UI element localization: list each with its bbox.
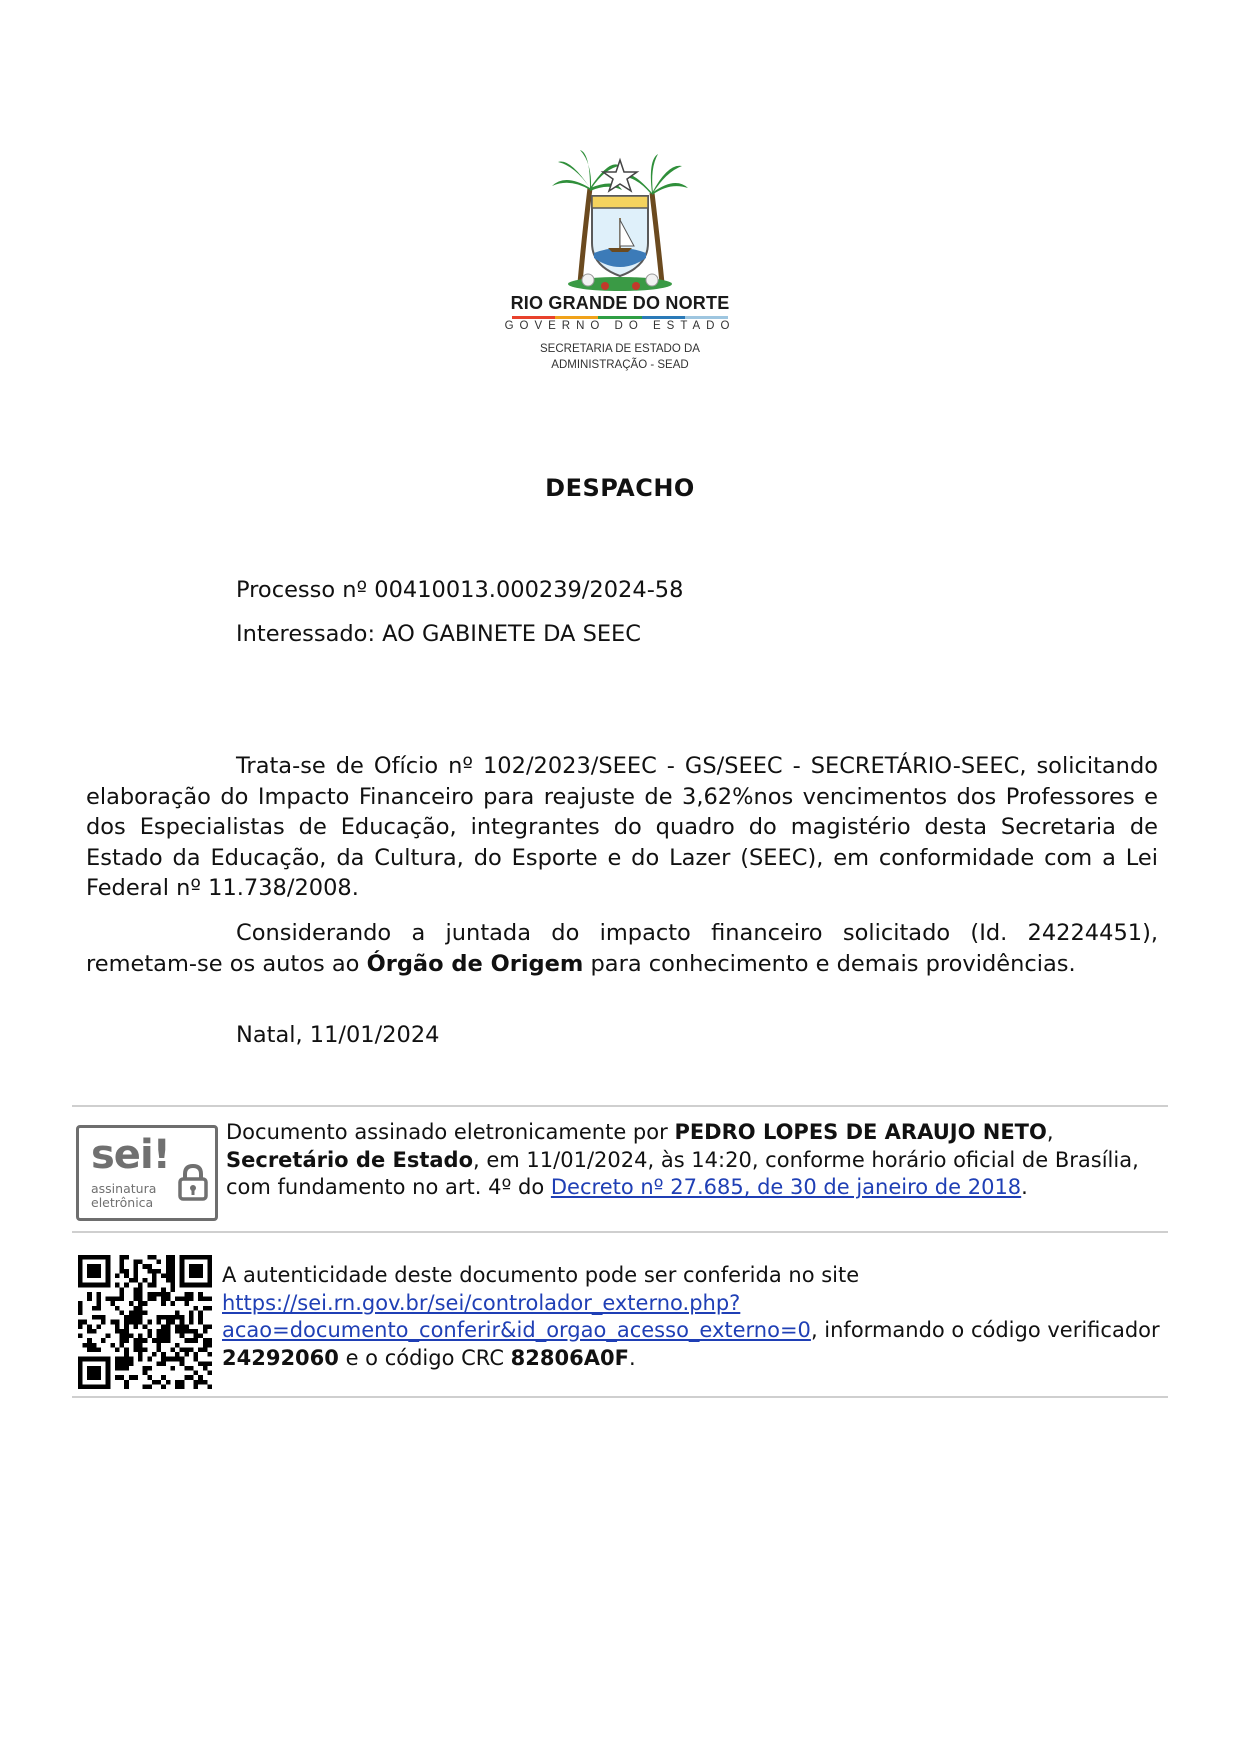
header-department [500, 341, 740, 373]
body-paragraph-1: Trata-se de Ofício nº 102/2023/SEEC - GS/SEEC - SECRETÁRIO-SEEC, solicitando elaboração do Impacto Financeiro para reajuste de 3,62%nos vencimentos dos Professores e dos Especialistas de Educação, integrantes do quadro do magistério desta Secretaria de Estado da Educação, da Cultura, do Esporte e do Lazer (SEEC), em conformidade com a Lei Federal nº 11.738/2008. [86, 753, 1158, 901]
header-state-name: RIO GRANDE DO NORTE [510, 293, 730, 313]
sei-stamp-line1: assinatura [91, 1181, 157, 1196]
document-title: DESPACHO [545, 474, 695, 502]
header-department-line1: SECRETARIA DE ESTADO DA [540, 343, 700, 355]
verification-statement: A autenticidade deste documento pode ser conferida no site https://sei.rn.gov.br/sei/controlador_externo.php? acao=documento_conferir&id_orgao_acesso_externo=0, informando o código verificador 24292060 e o código CRC 82806A0F. [222, 1263, 1160, 1370]
verifier-code: 24292060 [222, 1345, 339, 1370]
process-number: Processo nº 00410013.000239/2024-58 [236, 577, 684, 603]
qr-code [78, 1255, 212, 1389]
place-date: Natal, 11/01/2024 [236, 1022, 440, 1048]
verification-url-link[interactable]: https://sei.rn.gov.br/sei/controlador_externo.php? acao=documento_conferir&id_orgao_acesso_externo=0 [222, 1290, 811, 1342]
crc-code: 82806A0F [510, 1345, 629, 1370]
interested-party: Interessado: AO GABINETE DA SEEC [236, 621, 641, 647]
rio-grande-do-norte-crest-logo [550, 148, 690, 293]
divider-top [72, 1105, 1168, 1107]
divider-bottom [72, 1396, 1168, 1398]
sei-logo: sei! [91, 1132, 170, 1178]
signer-name: PEDRO LOPES DE ARAUJO NETO [674, 1120, 1047, 1144]
signer-role: Secretário de Estado [226, 1147, 474, 1172]
header-government: GOVERNO DO ESTADO [504, 320, 736, 332]
body-paragraph-2: Considerando a juntada do impacto financeiro solicitado (Id. 24224451), remetam-se os autos ao Órgão de Origem para conhecimento e demais providências. [86, 920, 1158, 977]
decree-link[interactable]: Decreto nº 27.685, de 30 de janeiro de 2018 [550, 1175, 1022, 1199]
sei-signature-stamp [76, 1125, 218, 1221]
origin-organ-emphasis: Órgão de Origem [366, 950, 584, 977]
padlock-icon [177, 1162, 209, 1202]
header-color-rule [512, 316, 728, 319]
signature-statement: Documento assinado eletronicamente por PEDRO LOPES DE ARAUJO NETO, Secretário de Estado, em 11/01/2024, às 14:20, conforme horário oficial de Brasília, com fundamento no art. 4º do Decreto nº 27.685, de 30 de janeiro de 2018. [226, 1120, 1139, 1199]
header-department-line2: ADMINISTRAÇÃO - SEAD [551, 359, 689, 371]
sei-stamp-line2: eletrônica [91, 1195, 154, 1210]
divider-middle [72, 1231, 1168, 1233]
